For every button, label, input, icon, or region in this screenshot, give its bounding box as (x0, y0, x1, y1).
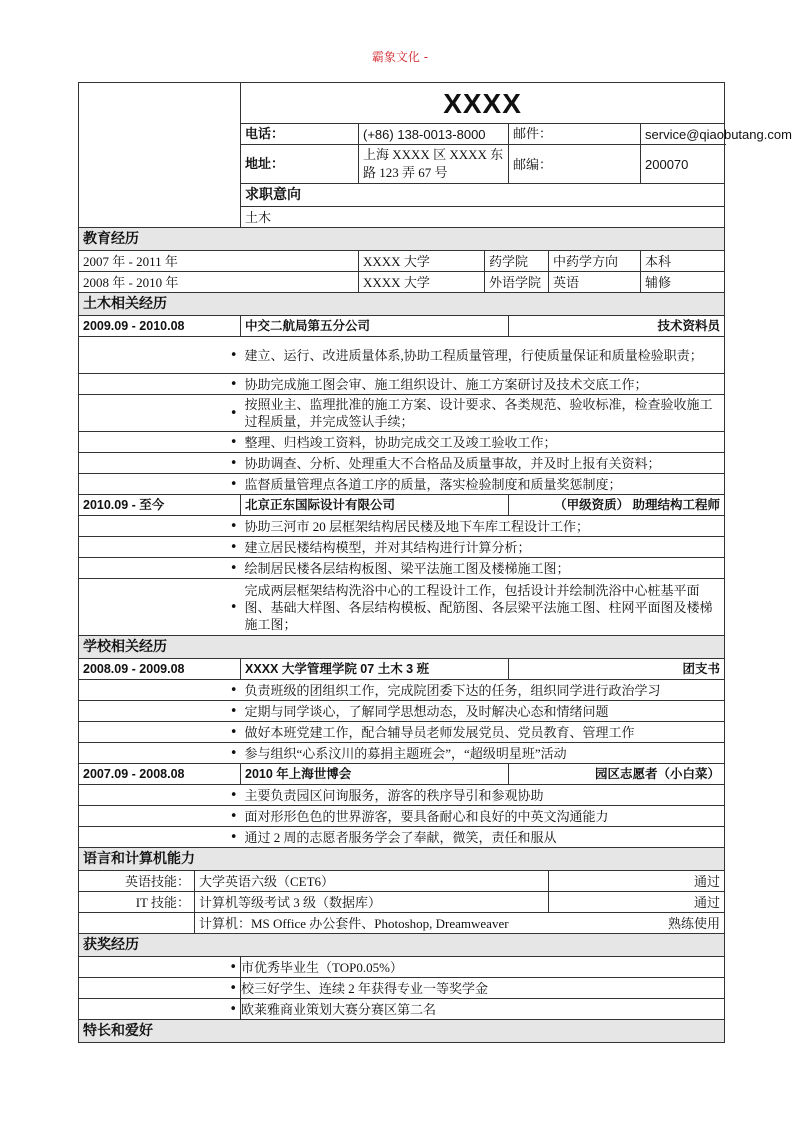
list-item: 定期与同学谈心，了解同学思想动态，及时解决心态和情绪问题 (241, 701, 725, 722)
job-role: （甲级资质） 助理结构工程师 (509, 495, 725, 516)
bullet-icon: • (195, 806, 241, 827)
address-value: 上海 XXXX 区 XXXX 东路 123 弄 67 号 (359, 145, 509, 184)
edu-school: XXXX 大学 (359, 272, 485, 293)
objective-value: 土木 (241, 207, 725, 228)
skill-detail: 大学英语六级（CET6） (195, 871, 549, 892)
email-value: service@qiaobutang.com (641, 124, 725, 145)
skill-label: 英语技能： (79, 871, 195, 892)
section-civil: 土木相关经历 (79, 293, 725, 316)
job-role: 技术资料员 (509, 316, 725, 337)
list-item: 监督质量管理点各道工序的质量，落实检验制度和质量奖惩制度； (241, 474, 725, 495)
bullet-icon: • (195, 558, 241, 579)
bullet-icon: • (195, 516, 241, 537)
bullet-icon: • (195, 395, 241, 432)
edu-period: 2007 年 - 2011 年 (79, 251, 359, 272)
brand-label: 霸象文化 - (371, 50, 429, 64)
edu-major: 英语 (549, 272, 641, 293)
bullet-icon: • (195, 579, 241, 636)
list-item: 协助调查、分析、处理重大不合格品及质量事故，并及时上报有关资料； (241, 453, 725, 474)
award-item: 校三好学生、连续 2 年获得专业一等奖学金 (241, 978, 725, 999)
job-org: 北京正东国际设计有限公司 (241, 495, 509, 516)
job-org: 中交二航局第五分公司 (241, 316, 509, 337)
candidate-name: XXXX (241, 83, 725, 124)
edu-period: 2008 年 - 2010 年 (79, 272, 359, 293)
skill-detail: 计算机等级考试 3 级（数据库） (195, 892, 549, 913)
bullet-icon: • (195, 337, 241, 374)
edu-college: 药学院 (485, 251, 549, 272)
job-period: 2009.09 - 2010.08 (79, 316, 241, 337)
section-school: 学校相关经历 (79, 636, 725, 659)
list-item: 建立、运行、改进质量体系,协助工程质量管理，行使质量保证和质量检验职责； (241, 337, 725, 374)
award-item: 市优秀毕业生（TOP0.05%） (241, 957, 725, 978)
skill-label: IT 技能： (79, 892, 195, 913)
job-period: 2007.09 - 2008.08 (79, 764, 241, 785)
zip-label: 邮编： (509, 145, 641, 184)
bullet-icon: • (195, 743, 241, 764)
list-item: 整理、归档竣工资料，协助完成交工及竣工验收工作； (241, 432, 725, 453)
resume-table (78, 82, 792, 1043)
address-label: 地址： (241, 145, 359, 184)
skill-level: 熟练使用 (549, 913, 725, 934)
phone-label: 电话： (241, 124, 359, 145)
bullet-icon: • (79, 978, 241, 999)
list-item: 负责班级的团组织工作，完成院团委下达的任务，组织同学进行政治学习 (241, 680, 725, 701)
edu-school: XXXX 大学 (359, 251, 485, 272)
skill-level: 通过 (549, 892, 725, 913)
education-row (79, 251, 725, 272)
edu-major: 中药学方向 (549, 251, 641, 272)
objective-title: 求职意向 (241, 184, 725, 207)
job-role: 团支书 (509, 659, 725, 680)
bullet-icon: • (195, 374, 241, 395)
bullet-icon: • (195, 474, 241, 495)
award-item: 欧莱雅商业策划大赛分赛区第二名 (241, 999, 725, 1020)
list-item: 协助完成施工图会审、施工组织设计、施工方案研讨及技术交底工作； (241, 374, 725, 395)
bullet-icon: • (195, 701, 241, 722)
list-item: 面对形形色色的世界游客，要具备耐心和良好的中英文沟通能力 (241, 806, 725, 827)
job-org: XXXX 大学管理学院 07 土木 3 班 (241, 659, 509, 680)
section-hobbies: 特长和爱好 (79, 1020, 725, 1043)
list-item: 通过 2 周的志愿者服务学会了奉献，微笑，责任和服从 (241, 827, 725, 848)
job-org: 2010 年上海世博会 (241, 764, 509, 785)
section-awards: 获奖经历 (79, 934, 725, 957)
bullet-icon: • (195, 827, 241, 848)
education-row (79, 272, 725, 293)
bullet-icon: • (79, 957, 241, 978)
phone-value: (+86) 138-0013-8000 (359, 124, 509, 145)
list-item: 协助三河市 20 层框架结构居民楼及地下车库工程设计工作； (241, 516, 725, 537)
bullet-icon: • (195, 453, 241, 474)
bullet-icon: • (195, 537, 241, 558)
job-role: 园区志愿者（小白菜） (509, 764, 725, 785)
list-item: 主要负责园区问询服务，游客的秩序导引和参观协助 (241, 785, 725, 806)
skill-detail: 计算机：MS Office 办公套件、Photoshop, Dreamweaver (195, 913, 549, 934)
job-period: 2010.09 - 至今 (79, 495, 241, 516)
list-item: 按照业主、监理批准的施工方案、设计要求、各类规范、验收标准，检查验收施工过程质量，并完成签认手续； (241, 395, 725, 432)
bullet-icon: • (79, 999, 241, 1020)
list-item: 绘制居民楼各层结构板图、梁平法施工图及楼梯施工图； (241, 558, 725, 579)
bullet-icon: • (195, 785, 241, 806)
skill-label (79, 913, 195, 934)
email-label: 邮件： (509, 124, 641, 145)
section-skills: 语言和计算机能力 (79, 848, 725, 871)
bullet-icon: • (195, 432, 241, 453)
skill-level: 通过 (549, 871, 725, 892)
edu-degree: 辅修 (641, 272, 725, 293)
edu-degree: 本科 (641, 251, 725, 272)
list-item: 完成两层框架结构洗浴中心的工程设计工作，包括设计并绘制洗浴中心桩基平面图、基础大样图、各层结构模板、配筋图、各层梁平法施工图、柱网平面图及楼梯施工图； (241, 579, 725, 636)
list-item: 建立居民楼结构模型，并对其结构进行计算分析； (241, 537, 725, 558)
bullet-icon: • (195, 680, 241, 701)
photo-placeholder (79, 83, 241, 228)
job-period: 2008.09 - 2009.08 (79, 659, 241, 680)
zip-value: 200070 (641, 145, 725, 184)
bullet-icon: • (195, 722, 241, 743)
section-education: 教育经历 (79, 228, 725, 251)
list-item: 参与组织“心系汶川的募捐主题班会”，“超级明星班”活动 (241, 743, 725, 764)
edu-college: 外语学院 (485, 272, 549, 293)
list-item: 做好本班党建工作，配合辅导员老师发展党员、党员教育、管理工作 (241, 722, 725, 743)
